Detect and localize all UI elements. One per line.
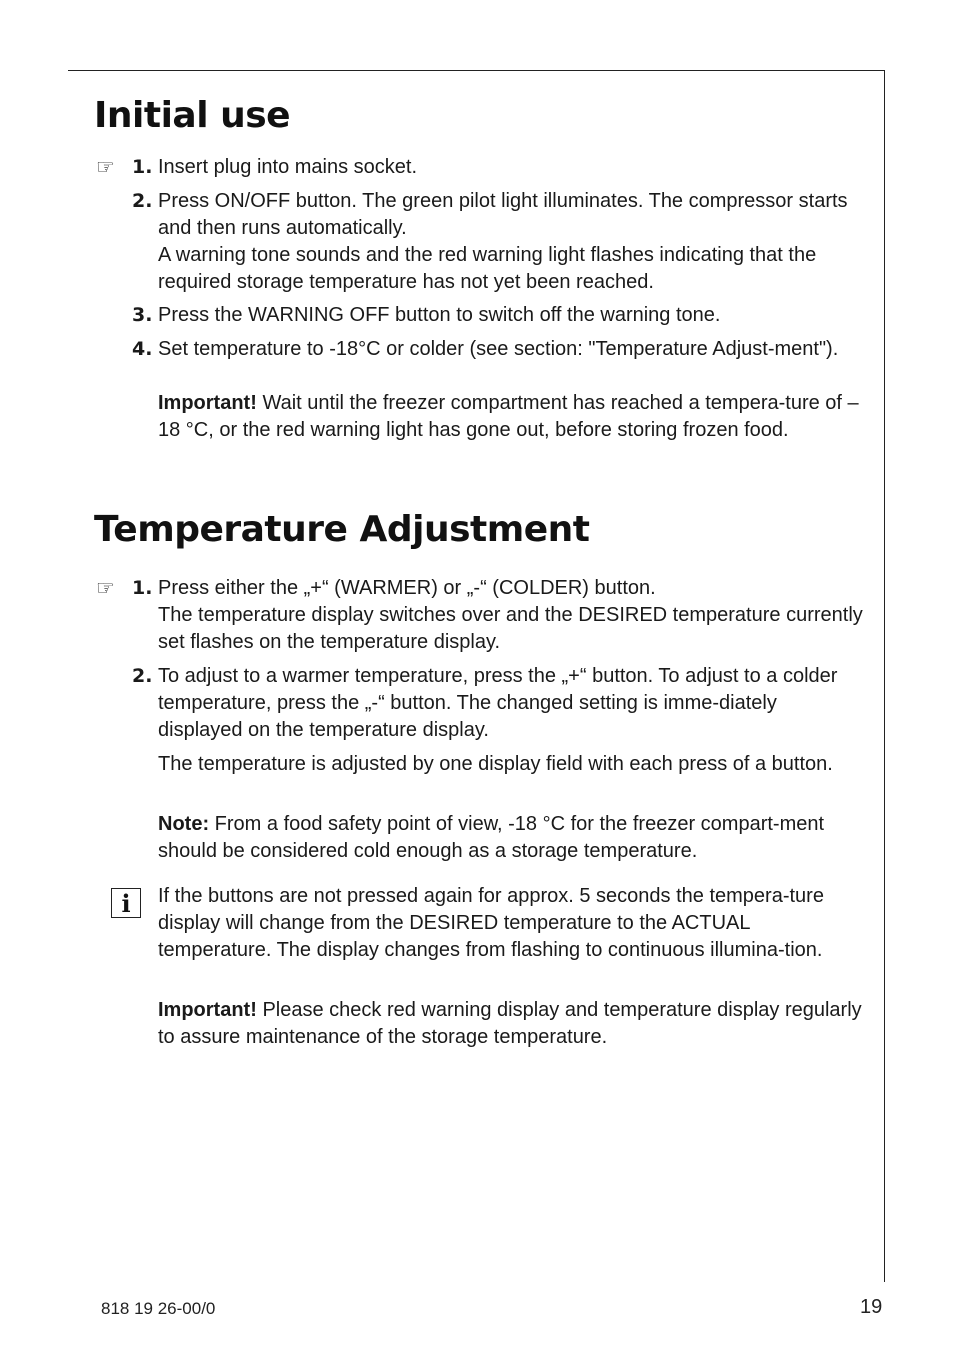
- top-rule: [68, 70, 885, 71]
- note-paragraph: [158, 811, 864, 865]
- info-icon: i: [111, 888, 141, 918]
- step-number: 4.: [132, 338, 153, 360]
- note-label: Note:: [158, 813, 210, 835]
- important-paragraph: [158, 997, 864, 1051]
- pointing-hand-icon: ☞: [96, 576, 115, 600]
- initial-use-step-2-text: Press ON/OFF button. The green pilot light illuminates. The compressor starts and then runs automatically.: [158, 190, 848, 239]
- important-label: Important!: [158, 999, 257, 1021]
- pointing-hand-icon: ☞: [96, 155, 115, 179]
- step-number: 1.: [132, 577, 153, 599]
- important-label: Important!: [158, 392, 257, 414]
- temp-adjust-step-1-detail: The temperature display switches over and the DESIRED temperature currently set flashes on the temperature display.: [158, 604, 863, 653]
- page-number: 19: [860, 1296, 883, 1318]
- adjust-increment-paragraph: The temperature is adjusted by one display field with each press of a button.: [158, 753, 833, 775]
- right-rule: [884, 70, 885, 1282]
- temp-adjust-step-1-text: Press either the „+“ (WARMER) or „-“ (COLDER) button.: [158, 577, 656, 599]
- initial-use-step-3-text: Press the WARNING OFF button to switch off the warning tone.: [158, 304, 721, 326]
- note-text: From a food safety point of view, -18 °C for the freezer compart-ment should be considered cold enough as a storage temperature.: [158, 813, 825, 862]
- temp-adjust-step-2-text: To adjust to a warmer temperature, press the „+“ button. To adjust to a colder temperature, press the „-“ button. The changed setting is imme-diately displayed on the temperature display.: [158, 665, 838, 741]
- initial-use-important: [158, 390, 864, 444]
- important-text: Wait until the freezer compartment has reached a tempera-ture of –18 °C, or the red warning light has gone out, before storing frozen food.: [158, 392, 859, 441]
- step-number: 3.: [132, 304, 153, 326]
- initial-use-step-4-text: Set temperature to -18°C or colder (see section: "Temperature Adjust-ment").: [158, 338, 839, 360]
- initial-use-step-1-text: Insert plug into mains socket.: [158, 156, 418, 178]
- info-paragraph: If the buttons are not pressed again for approx. 5 seconds the tempera-ture display will change from the DESIRED temperature to the ACTUAL temperature. The display changes from flashing to continuous illumina-tion.: [158, 885, 824, 961]
- important-text: Please check red warning display and temperature display regularly to assure maintenance of the storage temperature.: [158, 999, 862, 1048]
- step-number: 2.: [132, 190, 153, 212]
- section-title-initial-use: Initial use: [94, 95, 291, 136]
- initial-use-step-2-warning: A warning tone sounds and the red warning light flashes indicating that the required storage temperature has not yet been reached.: [158, 244, 817, 293]
- step-number: 2.: [132, 665, 153, 687]
- section-title-temperature-adjustment: Temperature Adjustment: [94, 509, 590, 550]
- step-number: 1.: [132, 156, 153, 178]
- document-code: 818 19 26-00/0: [101, 1299, 216, 1318]
